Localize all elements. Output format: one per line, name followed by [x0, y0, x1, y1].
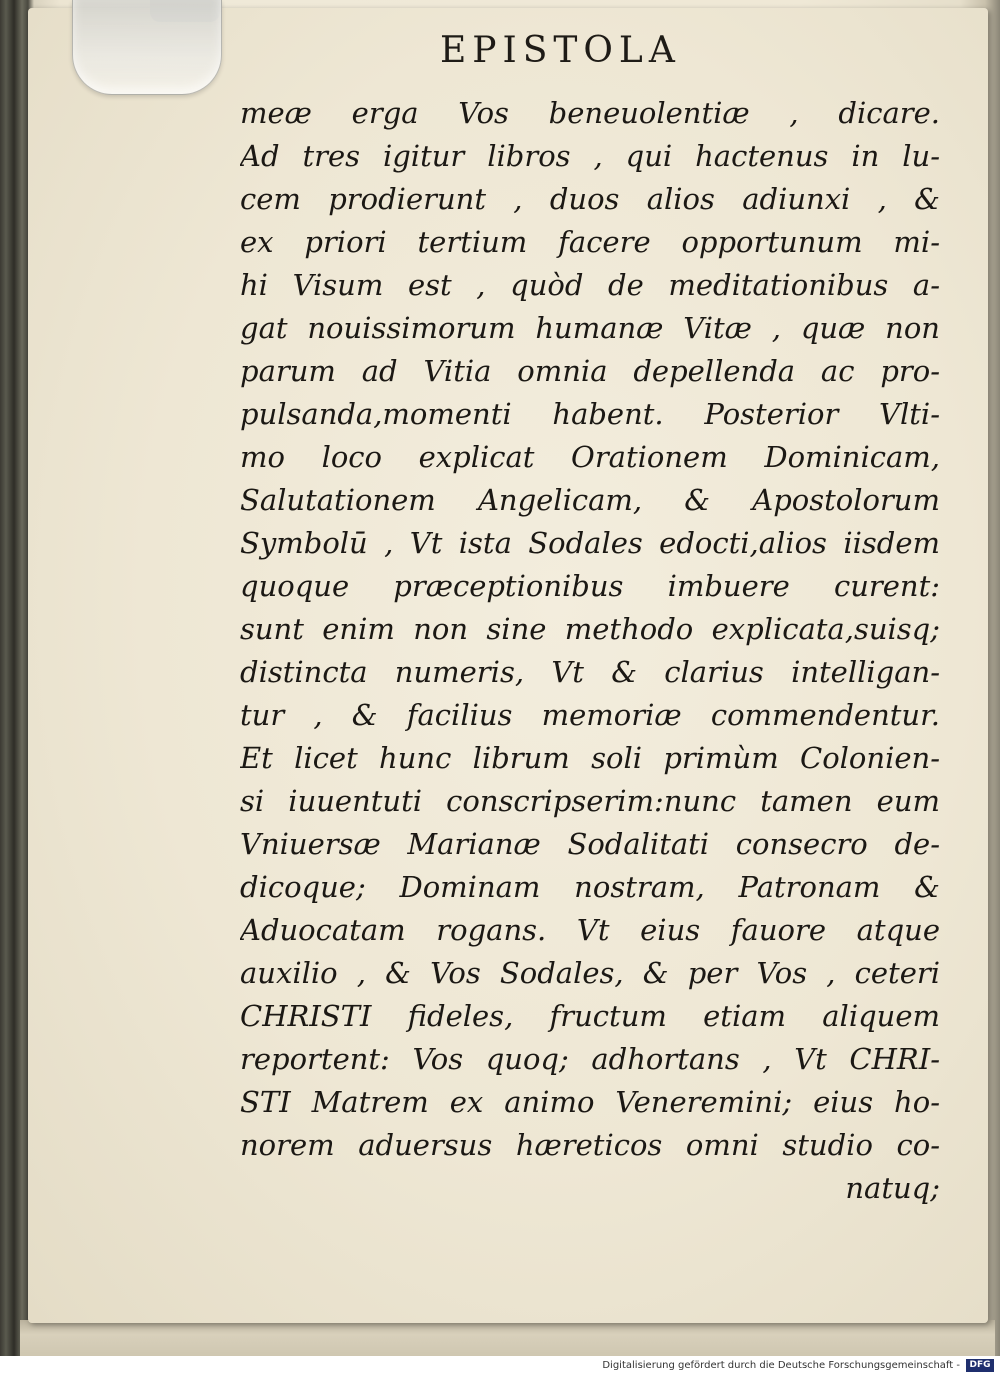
text-line: norem aduersus hæreticos omni studio co- — [240, 1128, 940, 1162]
text-line: distincta numeris, Vt & clarius intelligan- — [240, 655, 940, 689]
text-line: cem prodierunt , duos alios adiunxi , & — [240, 182, 940, 216]
page-clip — [72, 0, 222, 95]
text-line: reportent: Vos quoq; adhortans , Vt CHRI- — [240, 1042, 940, 1076]
text-line: sunt enim non sine methodo explicata,suisq; — [240, 612, 940, 646]
text-line: auxilio , & Vos Sodales, & per Vos , ceteri — [240, 956, 940, 990]
text-line: dicoque; Dominam nostram, Patronam & — [240, 870, 940, 904]
text-line: si iuuentuti conscripserim:nunc tamen eum — [240, 784, 940, 818]
text-line: meæ erga Vos beneuolentiæ , dicare. — [240, 96, 940, 130]
text-line: Aduocatam rogans. Vt eius fauore atque — [240, 913, 940, 947]
text-line: Et licet hunc librum soli primùm Colonien- — [240, 741, 940, 775]
text-line: Ad tres igitur libros , qui hactenus in lu- — [240, 139, 940, 173]
text-line: pulsanda,momenti habent. Posterior Vlti- — [240, 397, 940, 431]
funding-credit: Digitalisierung gefördert durch die Deutsche Forschungsgemeinschaft - — [602, 1360, 960, 1371]
text-line: Symbolū , Vt ista Sodales edocti,alios iisdem — [240, 526, 940, 560]
text-line: hi Visum est , quòd de meditationibus a- — [240, 268, 940, 302]
text-line: gat nouissimorum humanæ Vitæ , quæ non — [240, 311, 940, 345]
text-line: mo loco explicat Orationem Dominicam, — [240, 440, 940, 474]
text-line: Salutationem Angelicam, & Apostolorum — [240, 483, 940, 517]
footer-bar — [0, 1356, 1000, 1377]
text-line: STI Matrem ex animo Veneremini; eius ho- — [240, 1085, 940, 1119]
text-line: quoque præceptionibus imbuere curent: — [240, 569, 940, 603]
text-line: tur , & facilius memoriæ commendentur. — [240, 698, 940, 732]
catchword: natuq; — [845, 1171, 940, 1205]
running-head: EPISTOLA — [440, 30, 681, 71]
text-line: ex priori tertium facere opportunum mi- — [240, 225, 940, 259]
body-text — [240, 92, 940, 1210]
text-line: CHRISTI fideles, fructum etiam aliquem — [240, 999, 940, 1033]
page-edge — [20, 1320, 995, 1356]
dfg-logo: DFG — [966, 1359, 994, 1372]
text-line: Vniuersæ Marianæ Sodalitati consecro de- — [240, 827, 940, 861]
text-line: parum ad Vitia omnia depellenda ac pro- — [240, 354, 940, 388]
